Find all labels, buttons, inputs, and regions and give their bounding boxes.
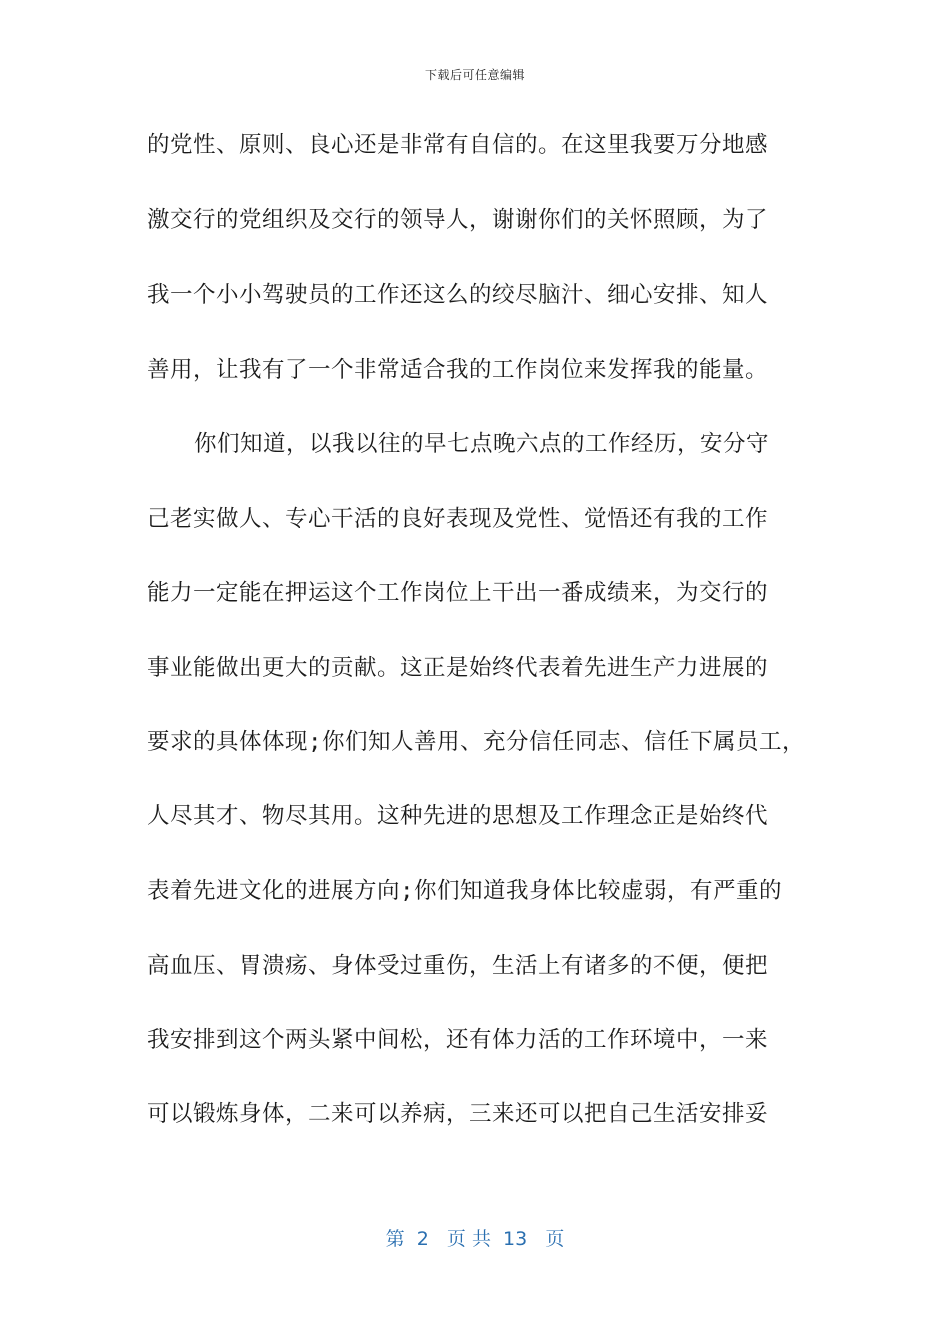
- text-line: 我安排到这个两头紧中间松，还有体力活的工作环境中，一来: [147, 1027, 769, 1053]
- text-line: 事业能做出更大的贡献。这正是始终代表着先进生产力进展的: [147, 655, 769, 681]
- page-header: 下载后可任意编辑: [424, 68, 525, 82]
- text-line: 我一个小小驾驶员的工作还这么的绞尽脑汁、细心安排、知人: [147, 282, 769, 308]
- paragraph-first-line: 你们知道，以我以往的早七点晚六点的工作经历，安分守: [194, 431, 770, 457]
- text-line: 可以锻炼身体，二来可以养病，三来还可以把自己生活安排妥: [147, 1101, 769, 1127]
- text-line: 人尽其才、物尽其用。这种先进的思想及工作理念正是始终代: [147, 803, 769, 829]
- text-line: 的党性、原则、良心还是非常有自信的。在这里我要万分地感: [147, 132, 769, 158]
- text-line: 能力一定能在押运这个工作岗位上干出一番成绩来，为交行的: [147, 580, 769, 606]
- page-number-footer: 第 2 页 共 13 页: [385, 1228, 565, 1250]
- text-line: 高血压、胃溃疡、身体受过重伤，生活上有诸多的不便，便把: [147, 953, 769, 979]
- text-line: 己老实做人、专心干活的良好表现及党性、觉悟还有我的工作: [147, 506, 769, 532]
- text-line: 要求的具体体现;你们知人善用、充分信任同志、信任下属员工，: [147, 729, 806, 755]
- text-line: 激交行的党组织及交行的领导人，谢谢你们的关怀照顾，为了: [147, 207, 769, 233]
- text-line: 善用，让我有了一个非常适合我的工作岗位来发挥我的能量。: [147, 357, 769, 383]
- text-line: 表着先进文化的进展方向;你们知道我身体比较虚弱，有严重的: [147, 878, 783, 904]
